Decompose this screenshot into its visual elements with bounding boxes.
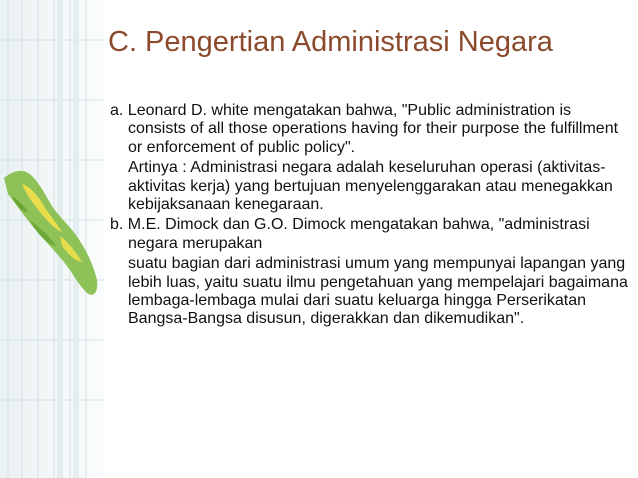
item-b-text: M.E. Dimock dan G.O. Dimock mengatakan bahwa, "administrasi negara merupakan [127, 216, 590, 252]
slide-title: C. Pengertian Administrasi Negara [108, 26, 553, 58]
item-b-marker: b. [110, 216, 124, 234]
list-item-a [110, 102, 632, 157]
list-item-b [110, 216, 632, 253]
map-decoration-icon [0, 0, 104, 478]
item-a-marker: a. [110, 102, 124, 119]
slide-body [110, 102, 632, 329]
item-a-translation: Artinya : Administrasi negara adalah keseluruhan operasi (aktivitas-aktivitas kerja) yang bertujuan menyelenggarakan atau menegakkan kebijaksanaan kenegaraan. [128, 159, 613, 214]
decorative-side-band [0, 0, 104, 478]
item-a-text: Leonard D. white mengatakan bahwa, "Public administration is consists of all those operations having for their purpose the fulfillment or enforcement of public policy". [127, 102, 619, 156]
item-b-continuation: suatu bagian dari administrasi umum yang mempunyai lapangan yang lebih luas, yaitu suatu ilmu pengetahuan yang mempelajari bagaimana lembaga-lembaga mulai dari suatu keluarga hingga Perserikatan Bangsa-Bangsa disusun, digerakkan dan dikemudikan". [128, 255, 628, 328]
